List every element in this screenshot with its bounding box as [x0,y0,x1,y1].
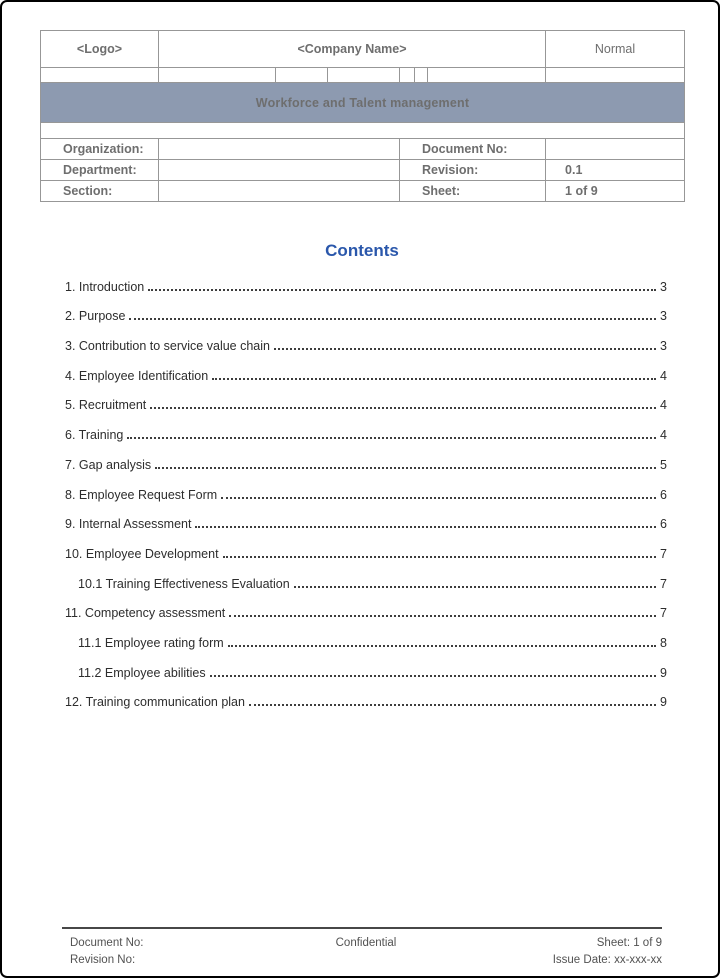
toc-dot-leader [228,645,656,647]
toc-entry-page: 8 [660,635,667,650]
toc-entry-page: 6 [660,517,667,532]
section-value-cell[interactable] [159,181,400,202]
toc-entry[interactable] [65,592,667,622]
toc-entry-label: 8. Employee Request Form [65,487,218,502]
toc-entry-page: 3 [660,309,667,324]
footer-issue-date: Issue Date: xx-xxx-xx [552,954,662,966]
header-empty-cell [276,68,328,83]
toc-entry[interactable] [65,265,667,295]
toc-dot-leader [148,289,656,291]
toc-entry-label: 7. Gap analysis [65,457,152,472]
toc-entry-label: 4. Employee Identification [65,368,209,383]
toc-entry-page: 3 [660,339,667,354]
toc-dot-leader [229,615,656,617]
toc-entry-label: 1. Introduction [65,279,145,294]
toc-dot-leader [294,586,656,588]
toc-entry[interactable] [65,413,667,443]
footer-right [465,935,662,969]
toc-entry-label: 10. Employee Development [65,546,219,561]
toc-entry-page: 7 [660,606,667,621]
toc-dot-leader [155,467,656,469]
toc-entry-page: 9 [660,665,667,680]
table-of-contents [65,265,667,710]
toc-dot-leader [274,348,656,350]
contents-heading: Contents [325,241,399,260]
toc-entry-label: 6. Training [65,428,124,443]
footer-confidential: Confidential [335,937,397,949]
revision-value: 0.1 [546,160,685,181]
footer-center [267,935,464,969]
toc-entry[interactable] [65,562,667,592]
header-empty-cell [328,68,400,83]
toc-entry-label: 11.2 Employee abilities [78,665,206,680]
toc-entry[interactable] [65,384,667,414]
header-empty-cell [415,68,428,83]
toc-entry-label: 5. Recruitment [65,398,147,413]
toc-entry-page: 9 [660,695,667,710]
toc-dot-leader [129,318,656,320]
toc-entry-label: 3. Contribution to service value chain [65,339,270,354]
toc-entry-page: 7 [660,576,667,591]
toc-dot-leader [127,437,656,439]
toc-entry-label: 10.1 Training Effectiveness Evaluation [78,576,290,591]
header-empty-cell [400,68,415,83]
organization-value-cell[interactable] [159,139,400,160]
footer-sheet: Sheet: 1 of 9 [596,937,662,949]
header-empty-cell [41,68,159,83]
toc-dot-leader [195,526,656,528]
header-empty-cell [428,68,546,83]
toc-entry[interactable] [65,354,667,384]
document-no-value-cell[interactable] [546,139,685,160]
header-empty-cell [546,68,685,83]
toc-dot-leader [221,497,656,499]
toc-entry-page: 6 [660,487,667,502]
department-label: Department: [41,160,159,181]
toc-entry[interactable] [65,681,667,711]
toc-entry-label: 2. Purpose [65,309,126,324]
company-name-placeholder[interactable]: <Company Name> [159,31,546,68]
toc-entry-page: 3 [660,279,667,294]
toc-entry[interactable] [65,473,667,503]
toc-entry[interactable] [65,443,667,473]
page-footer [62,927,662,969]
footer-document-no: Document No: [70,937,144,949]
classification-label: Normal [546,31,685,68]
header-spacer-row [41,123,685,139]
toc-dot-leader [150,407,656,409]
toc-dot-leader [210,675,656,677]
toc-entry-label: 9. Internal Assessment [65,517,192,532]
toc-entry[interactable] [65,532,667,562]
toc-entry-page: 5 [660,457,667,472]
toc-entry[interactable] [65,621,667,651]
document-title-banner: Workforce and Talent management [41,83,685,123]
toc-entry-label: 11.1 Employee rating form [78,635,224,650]
organization-label: Organization: [41,139,159,160]
sheet-value: 1 of 9 [546,181,685,202]
toc-entry-page: 4 [660,428,667,443]
footer-revision-no: Revision No: [70,954,136,966]
document-no-label: Document No: [400,139,546,160]
toc-entry[interactable] [65,295,667,325]
footer-left [62,935,267,969]
toc-dot-leader [249,704,656,706]
toc-entry-page: 7 [660,546,667,561]
toc-dot-leader [212,378,656,380]
toc-entry-label: 11. Competency assessment [65,606,226,621]
toc-dot-leader [223,556,656,558]
revision-label: Revision: [400,160,546,181]
toc-entry-label: 12. Training communication plan [65,695,245,710]
toc-entry[interactable] [65,651,667,681]
header-table [40,30,685,202]
toc-entry-page: 4 [660,398,667,413]
logo-placeholder[interactable]: <Logo> [41,31,159,68]
header-empty-cell [159,68,276,83]
sheet-label: Sheet: [400,181,546,202]
toc-entry[interactable] [65,503,667,533]
department-value-cell[interactable] [159,160,400,181]
section-label: Section: [41,181,159,202]
toc-entry[interactable] [65,324,667,354]
toc-entry-page: 4 [660,368,667,383]
